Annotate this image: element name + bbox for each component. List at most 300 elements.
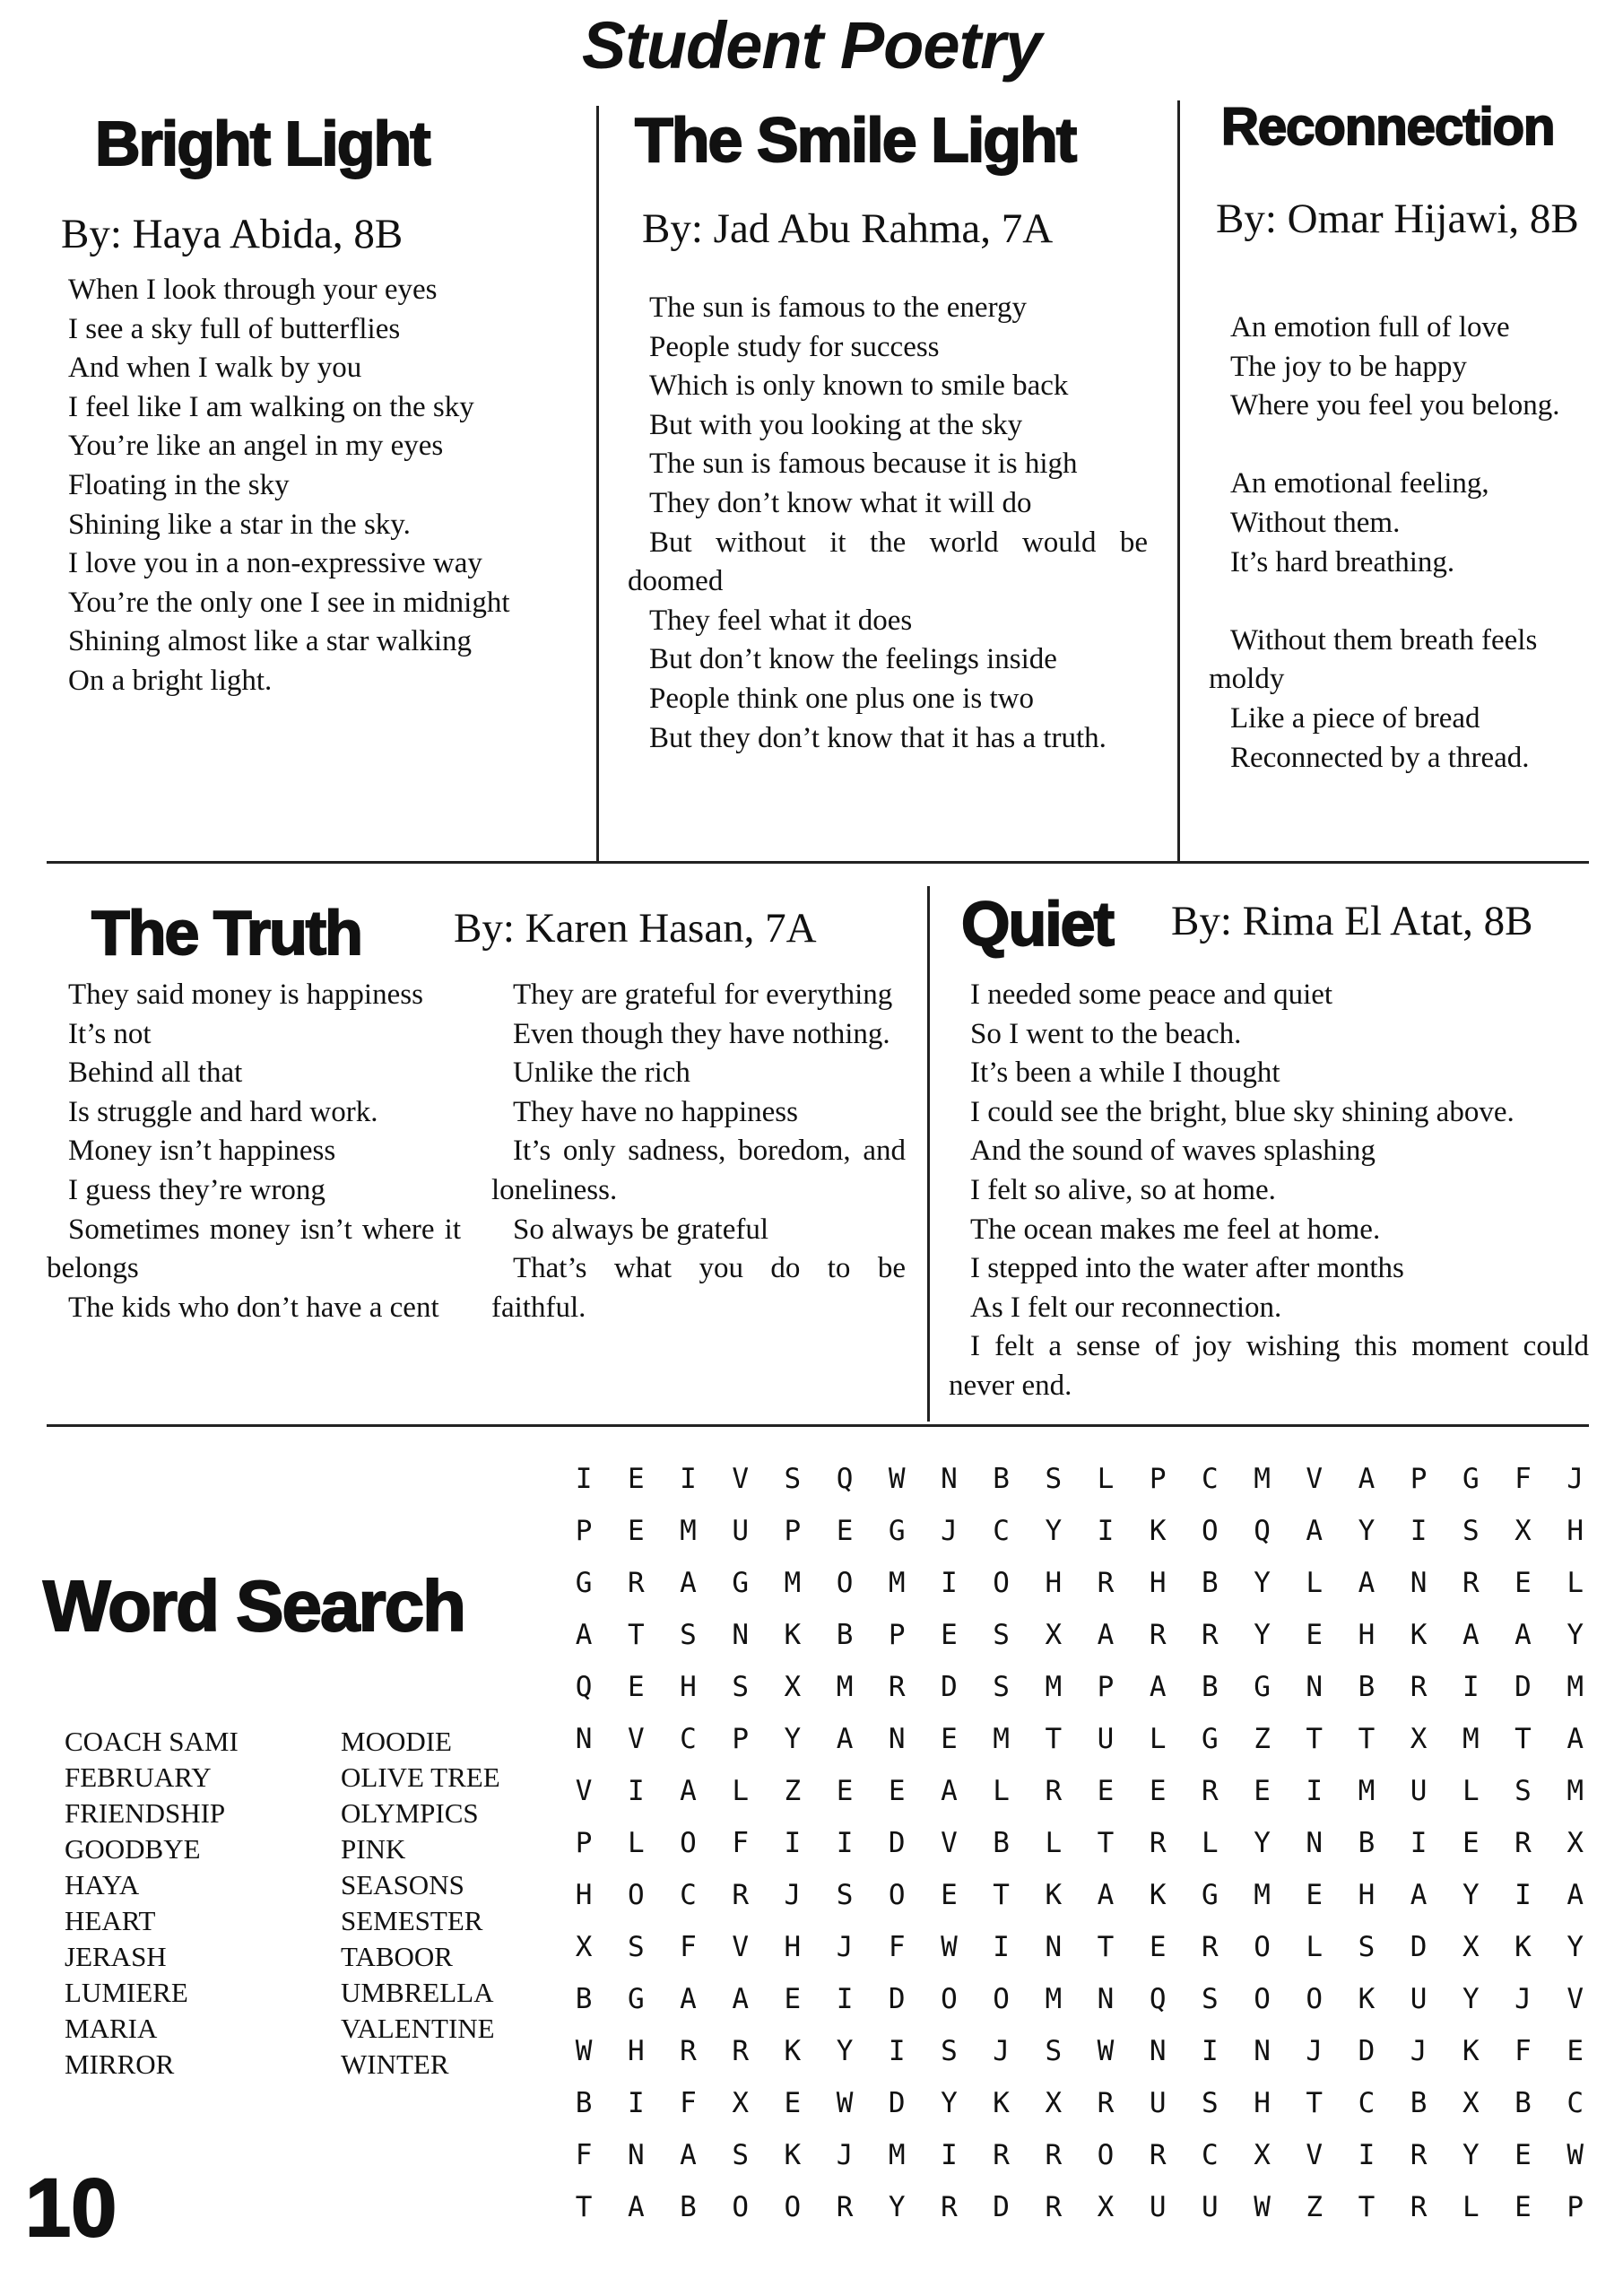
- grid-letter: E: [1515, 2139, 1532, 2171]
- grid-letter: G: [575, 1567, 593, 1599]
- grid-letter: R: [1462, 1567, 1480, 1599]
- grid-letter: W: [1097, 2035, 1115, 2067]
- grid-letter: X: [1567, 1827, 1584, 1859]
- grid-letter: M: [993, 1723, 1010, 1755]
- grid-letter: B: [1202, 1671, 1219, 1703]
- grid-letter: Y: [1567, 1619, 1584, 1651]
- poem-line: So I went to the beach.: [970, 1017, 1242, 1050]
- grid-letter: K: [1045, 1879, 1063, 1911]
- grid-letter: M: [784, 1567, 802, 1599]
- grid-letter: T: [993, 1879, 1010, 1911]
- grid-letter: U: [1410, 1775, 1428, 1807]
- grid-letter: I: [888, 2035, 906, 2067]
- poem-author-the-truth: By: Karen Hasan, 7A: [454, 905, 817, 952]
- grid-letter: R: [1097, 1567, 1115, 1599]
- grid-letter: R: [1149, 1619, 1167, 1651]
- grid-letter: B: [993, 1463, 1010, 1495]
- grid-letter: H: [627, 2035, 645, 2067]
- grid-letter: T: [1306, 2087, 1324, 2119]
- divider-horizontal-1: [47, 861, 1589, 864]
- grid-letter: T: [1358, 1723, 1376, 1755]
- grid-letter: E: [836, 1515, 854, 1547]
- grid-letter: N: [575, 1723, 593, 1755]
- poem-line: You’re the only one I see in midnight: [68, 586, 510, 619]
- grid-letter: U: [1410, 1983, 1428, 2015]
- grid-letter: K: [784, 2035, 802, 2067]
- grid-letter: M: [1254, 1463, 1271, 1495]
- grid-letter: A: [1149, 1671, 1167, 1703]
- grid-letter: S: [1202, 1983, 1219, 2015]
- grid-letter: C: [993, 1515, 1010, 1547]
- grid-letter: A: [836, 1723, 854, 1755]
- poem-line: I love you in a non-expressive way: [68, 547, 482, 580]
- grid-letter: L: [1306, 1567, 1324, 1599]
- word-list-item: MOODIE: [341, 1726, 452, 1757]
- poem-line: They feel what it does: [649, 604, 913, 637]
- grid-letter: H: [1045, 1567, 1063, 1599]
- grid-letter: R: [1097, 2087, 1115, 2119]
- grid-letter: M: [1045, 1983, 1063, 2015]
- grid-letter: J: [1515, 1983, 1532, 2015]
- grid-letter: T: [1045, 1723, 1063, 1755]
- poem-line: It’s hard breathing.: [1230, 545, 1455, 578]
- grid-letter: R: [1410, 2191, 1428, 2223]
- poem-line: Reconnected by a thread.: [1230, 741, 1530, 774]
- grid-letter: D: [888, 1983, 906, 2015]
- poem-line: But with you looking at the sky: [649, 408, 1023, 441]
- grid-letter: O: [836, 1567, 854, 1599]
- poem-line: Behind all that: [68, 1057, 243, 1090]
- poem-title-reconnection: Reconnection: [1221, 98, 1555, 156]
- grid-letter: M: [836, 1671, 854, 1703]
- grid-letter: D: [888, 2087, 906, 2119]
- grid-letter: K: [1149, 1879, 1167, 1911]
- grid-letter: F: [888, 1931, 906, 1963]
- poem-body-the-truth-col1: [47, 976, 461, 1327]
- grid-letter: B: [575, 1983, 593, 2015]
- grid-letter: A: [1358, 1567, 1376, 1599]
- poem-line: But don’t know the feelings inside: [649, 643, 1057, 676]
- grid-letter: G: [732, 1567, 749, 1599]
- grid-letter: P: [1410, 1463, 1428, 1495]
- grid-letter: S: [732, 1671, 749, 1703]
- grid-letter: E: [1462, 1827, 1480, 1859]
- grid-row: [558, 2129, 1601, 2181]
- poem-line: Like a piece of bread: [1230, 701, 1480, 735]
- divider-vertical-2: [1177, 100, 1180, 861]
- grid-letter: E: [1515, 2191, 1532, 2223]
- grid-letter: H: [784, 1931, 802, 1963]
- grid-letter: H: [680, 1671, 697, 1703]
- grid-row: [558, 1817, 1601, 1869]
- grid-letter: E: [1515, 1567, 1532, 1599]
- poem-line: On a bright light.: [68, 664, 273, 697]
- grid-letter: I: [1410, 1827, 1428, 1859]
- grid-letter: Z: [1306, 2191, 1324, 2223]
- poem-line: And when I walk by you: [68, 352, 362, 385]
- grid-letter: N: [941, 1463, 958, 1495]
- grid-row: [558, 1609, 1601, 1661]
- grid-letter: M: [888, 2139, 906, 2171]
- poem-line: Money isn’t happiness: [68, 1135, 336, 1168]
- grid-row: [558, 2025, 1601, 2077]
- grid-letter: B: [575, 2087, 593, 2119]
- grid-letter: Y: [941, 2087, 958, 2119]
- word-list-item: HAYA: [65, 1869, 140, 1900]
- poem-title-quiet: Quiet: [961, 889, 1113, 959]
- grid-letter: L: [993, 1775, 1010, 1807]
- grid-letter: L: [1462, 1775, 1480, 1807]
- grid-letter: H: [1149, 1567, 1167, 1599]
- grid-letter: O: [680, 1827, 697, 1859]
- grid-letter: C: [680, 1879, 697, 1911]
- poem-line: So always be grateful: [513, 1213, 768, 1246]
- grid-letter: F: [1515, 1463, 1532, 1495]
- grid-letter: P: [1149, 1463, 1167, 1495]
- poem-title-bright-light: Bright Light: [95, 109, 430, 178]
- grid-letter: R: [888, 1671, 906, 1703]
- poem-line: I see a sky full of butterflies: [68, 312, 401, 345]
- grid-letter: A: [1567, 1723, 1584, 1755]
- grid-letter: S: [941, 2035, 958, 2067]
- grid-letter: I: [836, 1827, 854, 1859]
- grid-letter: E: [941, 1619, 958, 1651]
- word-list-item: FRIENDSHIP: [65, 1797, 226, 1829]
- grid-letter: M: [888, 1567, 906, 1599]
- grid-letter: Z: [1254, 1723, 1271, 1755]
- grid-letter: H: [575, 1879, 593, 1911]
- grid-letter: I: [1358, 2139, 1376, 2171]
- grid-letter: G: [888, 1515, 906, 1547]
- grid-letter: R: [941, 2191, 958, 2223]
- grid-letter: M: [1567, 1671, 1584, 1703]
- page-number: 10: [25, 2162, 117, 2254]
- grid-letter: J: [1306, 2035, 1324, 2067]
- grid-letter: S: [1515, 1775, 1532, 1807]
- grid-letter: L: [1045, 1827, 1063, 1859]
- grid-letter: X: [575, 1931, 593, 1963]
- grid-letter: O: [941, 1983, 958, 2015]
- grid-letter: S: [1045, 2035, 1063, 2067]
- grid-letter: L: [627, 1827, 645, 1859]
- grid-letter: Y: [784, 1723, 802, 1755]
- grid-letter: H: [1358, 1619, 1376, 1651]
- grid-letter: S: [732, 2139, 749, 2171]
- grid-letter: S: [993, 1671, 1010, 1703]
- grid-letter: D: [941, 1671, 958, 1703]
- poem-author-reconnection: By: Omar Hijawi, 8B: [1216, 196, 1579, 242]
- poem-body-smile-light: [628, 289, 1148, 758]
- grid-row: [558, 1973, 1601, 2025]
- grid-letter: D: [1358, 2035, 1376, 2067]
- grid-letter: U: [1202, 2191, 1219, 2223]
- grid-letter: J: [1567, 1463, 1584, 1495]
- grid-letter: A: [575, 1619, 593, 1651]
- grid-letter: E: [941, 1879, 958, 1911]
- grid-letter: I: [784, 1827, 802, 1859]
- grid-letter: P: [1567, 2191, 1584, 2223]
- grid-letter: O: [1097, 2139, 1115, 2171]
- grid-letter: A: [680, 2139, 697, 2171]
- grid-row: [558, 1557, 1601, 1609]
- grid-letter: P: [732, 1723, 749, 1755]
- grid-letter: D: [993, 2191, 1010, 2223]
- poem-line: I needed some peace and quiet: [970, 978, 1333, 1011]
- grid-letter: B: [1202, 1567, 1219, 1599]
- grid-letter: A: [680, 1983, 697, 2015]
- grid-letter: B: [1515, 2087, 1532, 2119]
- grid-letter: Y: [1462, 1983, 1480, 2015]
- grid-letter: T: [1358, 2191, 1376, 2223]
- grid-letter: S: [1045, 1463, 1063, 1495]
- grid-letter: W: [1254, 2191, 1271, 2223]
- poem-line: It’s been a while I thought: [970, 1057, 1280, 1090]
- grid-letter: W: [1567, 2139, 1584, 2171]
- grid-letter: X: [1097, 2191, 1115, 2223]
- grid-letter: A: [680, 1775, 697, 1807]
- grid-letter: O: [627, 1879, 645, 1911]
- word-list-item: OLIVE TREE: [341, 1761, 500, 1793]
- word-list-item: SEASONS: [341, 1869, 464, 1900]
- grid-letter: R: [1045, 1775, 1063, 1807]
- grid-letter: E: [1306, 1879, 1324, 1911]
- word-list-item: MIRROR: [65, 2048, 175, 2080]
- grid-letter: S: [627, 1931, 645, 1963]
- grid-letter: B: [1358, 1671, 1376, 1703]
- poem-body-the-truth-col2: [491, 976, 906, 1327]
- grid-letter: O: [993, 1567, 1010, 1599]
- grid-letter: Q: [1254, 1515, 1271, 1547]
- word-list-item: GOODBYE: [65, 1833, 201, 1865]
- grid-letter: X: [1045, 1619, 1063, 1651]
- poem-line: That’s what you do to be faithful.: [491, 1252, 906, 1324]
- poem-line: They have no happiness: [513, 1095, 798, 1128]
- grid-letter: V: [627, 1723, 645, 1755]
- grid-letter: O: [784, 2191, 802, 2223]
- poem-line: The joy to be happy: [1230, 350, 1467, 383]
- grid-letter: I: [941, 2139, 958, 2171]
- grid-letter: L: [1097, 1463, 1115, 1495]
- grid-letter: G: [1462, 1463, 1480, 1495]
- poem-line: An emotional feeling,: [1230, 467, 1489, 500]
- grid-letter: J: [941, 1515, 958, 1547]
- poem-line: But they don’t know that it has a truth.: [649, 721, 1107, 754]
- grid-letter: R: [1410, 2139, 1428, 2171]
- grid-letter: I: [993, 1931, 1010, 1963]
- grid-letter: T: [1097, 1931, 1115, 1963]
- grid-letter: K: [1515, 1931, 1532, 1963]
- grid-letter: B: [680, 2191, 697, 2223]
- grid-letter: L: [1306, 1931, 1324, 1963]
- grid-letter: L: [732, 1775, 749, 1807]
- word-list-item: JERASH: [65, 1941, 167, 1972]
- poem-line: They said money is happiness: [68, 978, 423, 1011]
- word-list-item: TABOOR: [341, 1941, 453, 1972]
- grid-letter: H: [1254, 2087, 1271, 2119]
- grid-letter: O: [888, 1879, 906, 1911]
- grid-letter: D: [1515, 1671, 1532, 1703]
- grid-row: [558, 1921, 1601, 1973]
- grid-letter: V: [1567, 1983, 1584, 2015]
- word-search-title: Word Search: [43, 1566, 464, 1646]
- poem-line: I feel like I am walking on the sky: [68, 390, 474, 423]
- poem-line: People study for success: [649, 330, 940, 363]
- grid-letter: I: [1306, 1775, 1324, 1807]
- grid-letter: X: [784, 1671, 802, 1703]
- grid-letter: R: [836, 2191, 854, 2223]
- grid-letter: X: [1515, 1515, 1532, 1547]
- grid-letter: E: [1149, 1775, 1167, 1807]
- grid-letter: I: [1462, 1671, 1480, 1703]
- grid-letter: E: [627, 1463, 645, 1495]
- grid-letter: Z: [784, 1775, 802, 1807]
- grid-letter: K: [1358, 1983, 1376, 2015]
- grid-letter: I: [1202, 2035, 1219, 2067]
- poem-line: I could see the bright, blue sky shining above.: [970, 1095, 1515, 1128]
- poem-line: Shining like a star in the sky.: [68, 508, 411, 541]
- stanza-gap: [1209, 582, 1585, 622]
- grid-letter: J: [1410, 2035, 1428, 2067]
- word-list-item: UMBRELLA: [341, 1977, 494, 2008]
- grid-letter: N: [1306, 1671, 1324, 1703]
- grid-letter: O: [1202, 1515, 1219, 1547]
- grid-letter: N: [1306, 1827, 1324, 1859]
- grid-letter: X: [1254, 2139, 1271, 2171]
- divider-vertical-1: [596, 106, 599, 861]
- grid-letter: A: [1097, 1619, 1115, 1651]
- grid-letter: R: [1202, 1931, 1219, 1963]
- grid-letter: D: [888, 1827, 906, 1859]
- grid-letter: R: [732, 1879, 749, 1911]
- poem-author-bright-light: By: Haya Abida, 8B: [61, 211, 404, 257]
- grid-letter: V: [1306, 2139, 1324, 2171]
- grid-letter: J: [836, 1931, 854, 1963]
- grid-letter: U: [732, 1515, 749, 1547]
- grid-letter: N: [1045, 1931, 1063, 1963]
- grid-letter: S: [784, 1463, 802, 1495]
- grid-letter: B: [1358, 1827, 1376, 1859]
- grid-letter: Q: [575, 1671, 593, 1703]
- grid-row: [558, 1713, 1601, 1765]
- poem-line: I stepped into the water after months: [970, 1252, 1404, 1285]
- poem-line: Is struggle and hard work.: [68, 1095, 378, 1128]
- grid-letter: E: [1306, 1619, 1324, 1651]
- word-list-col1: [65, 1724, 325, 2083]
- grid-letter: M: [680, 1515, 697, 1547]
- grid-letter: T: [575, 2191, 593, 2223]
- grid-letter: M: [1254, 1879, 1271, 1911]
- grid-letter: M: [1462, 1723, 1480, 1755]
- poem-line: I felt so alive, so at home.: [970, 1173, 1276, 1206]
- grid-letter: P: [575, 1827, 593, 1859]
- grid-letter: T: [1097, 1827, 1115, 1859]
- poem-line: The sun is famous to the energy: [649, 291, 1027, 324]
- grid-letter: B: [1410, 2087, 1428, 2119]
- grid-letter: Y: [1358, 1515, 1376, 1547]
- grid-letter: E: [1149, 1931, 1167, 1963]
- grid-letter: A: [1410, 1879, 1428, 1911]
- grid-letter: N: [1149, 2035, 1167, 2067]
- grid-letter: X: [1462, 2087, 1480, 2119]
- poem-author-quiet: By: Rima El Atat, 8B: [1171, 898, 1533, 944]
- poem-line: Floating in the sky: [68, 468, 290, 501]
- poem-line: Which is only known to smile back: [649, 370, 1069, 403]
- grid-letter: R: [1045, 2139, 1063, 2171]
- grid-letter: R: [627, 1567, 645, 1599]
- poem-line: And the sound of waves splashing: [970, 1135, 1376, 1168]
- poem-body-bright-light: [47, 271, 585, 701]
- grid-letter: W: [575, 2035, 593, 2067]
- grid-letter: O: [1306, 1983, 1324, 2015]
- poem-title-the-truth: The Truth: [91, 898, 361, 968]
- grid-letter: E: [941, 1723, 958, 1755]
- word-list-item: MARIA: [65, 2013, 158, 2044]
- grid-letter: Q: [836, 1463, 854, 1495]
- grid-letter: I: [836, 1983, 854, 2015]
- word-list-item: VALENTINE: [341, 2013, 495, 2044]
- word-list-item: COACH SAMI: [65, 1726, 239, 1757]
- grid-letter: J: [784, 1879, 802, 1911]
- grid-row: [558, 1453, 1601, 1505]
- grid-letter: J: [836, 2139, 854, 2171]
- grid-letter: I: [627, 2087, 645, 2119]
- grid-letter: G: [1202, 1723, 1219, 1755]
- grid-letter: B: [836, 1619, 854, 1651]
- poem-line: Sometimes money isn’t where it belongs: [47, 1213, 461, 1285]
- grid-letter: Y: [1254, 1567, 1271, 1599]
- grid-letter: C: [680, 1723, 697, 1755]
- word-list-item: WINTER: [341, 2048, 449, 2080]
- grid-letter: O: [1254, 1931, 1271, 1963]
- grid-letter: S: [1462, 1515, 1480, 1547]
- grid-letter: X: [1045, 2087, 1063, 2119]
- grid-letter: K: [784, 1619, 802, 1651]
- grid-letter: E: [784, 2087, 802, 2119]
- word-list-item: OLYMPICS: [341, 1797, 479, 1829]
- grid-row: [558, 2077, 1601, 2129]
- grid-row: [558, 1505, 1601, 1557]
- poem-line: Even though they have nothing.: [513, 1017, 890, 1050]
- poem-line: The sun is famous because it is high: [649, 448, 1078, 481]
- grid-letter: A: [1567, 1879, 1584, 1911]
- poem-title-smile-light: The Smile Light: [635, 105, 1076, 175]
- grid-letter: R: [732, 2035, 749, 2067]
- grid-letter: O: [1254, 1983, 1271, 2015]
- grid-letter: N: [1254, 2035, 1271, 2067]
- grid-letter: I: [680, 1463, 697, 1495]
- grid-letter: P: [575, 1515, 593, 1547]
- grid-letter: W: [836, 2087, 854, 2119]
- grid-letter: F: [575, 2139, 593, 2171]
- grid-letter: L: [1567, 1567, 1584, 1599]
- grid-letter: V: [575, 1775, 593, 1807]
- poem-line: An emotion full of love: [1230, 311, 1510, 344]
- grid-letter: U: [1097, 1723, 1115, 1755]
- grid-letter: E: [836, 1775, 854, 1807]
- poem-line: It’s only sadness, boredom, and loneliness.: [491, 1135, 906, 1206]
- grid-letter: E: [1567, 2035, 1584, 2067]
- grid-letter: T: [1515, 1723, 1532, 1755]
- grid-letter: L: [1462, 2191, 1480, 2223]
- grid-letter: Y: [888, 2191, 906, 2223]
- grid-row: [558, 2181, 1601, 2233]
- grid-letter: P: [784, 1515, 802, 1547]
- grid-letter: I: [627, 1775, 645, 1807]
- grid-letter: N: [627, 2139, 645, 2171]
- poem-author-smile-light: By: Jad Abu Rahma, 7A: [642, 205, 1054, 252]
- word-list-item: HEART: [65, 1905, 156, 1936]
- grid-letter: V: [732, 1931, 749, 1963]
